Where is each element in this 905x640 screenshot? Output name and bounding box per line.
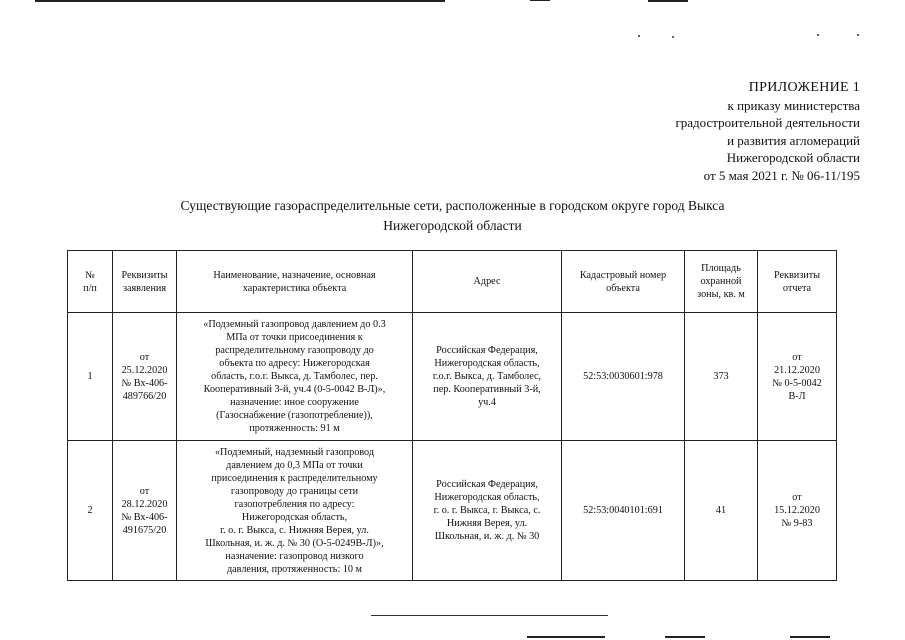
scan-line-bottom [790,636,830,638]
appendix-line: от 5 мая 2021 г. № 06-11/195 [703,167,860,183]
document-title-line: Нижегородской области [383,218,522,233]
header-report: Реквизиты отчета [758,251,837,313]
document-title [0,196,905,236]
cell-name: «Подземный газопровод давлением до 0.3 МПа от точки присоединения к распределительному газопроводу до объекта по адресу: Нижегородская область, г.о.г. Выкса, д. Тамболес, пер. Кооперативный 3-й, уч.4 (0-5-0042 В-Л)», назначение: иное сооружение (Газоснабжение (газопотребление)), протяженность: 91 м [177,313,413,441]
cell-address: Российская Федерация, Нижегородская область, г.о.г. Выкса, д. Тамболес, пер. Кооперативный 3-й, уч.4 [413,313,562,441]
cell-report: от 21.12.2020 № 0-5-0042 В-Л [758,313,837,441]
cell-area: 41 [685,441,758,581]
scan-dot [638,35,640,37]
appendix-title: ПРИЛОЖЕНИЕ 1 [748,80,860,95]
scan-line-bottom [665,636,705,638]
cell-num: 2 [68,441,113,581]
scan-line-top-right [648,0,688,2]
appendix-line: к приказу министерства [727,97,860,113]
header-area: Площадь охранной зоны, кв. м [685,251,758,313]
scan-dot [857,34,859,36]
cell-name: «Подземный, надземный газопровод давлением до 0,3 МПа от точки присоединения к распределительному газопроводу до границы сети газопотребления по адресу: Нижегородская область, г. о. г. Выкса, с. Нижняя Верея, ул. Школьная, и. ж. д. № 30 (О-5-0249В-Л)», назначение: газопровод низкого давления, протяженность: 10 м [177,441,413,581]
appendix-line: Нижегородской области [726,150,860,165]
gas-networks-table [67,250,837,581]
scan-line-top-right [530,0,550,1]
scan-line-bottom [527,636,605,638]
header-request: Реквизиты заявления [113,251,177,313]
scan-line-top [35,0,445,2]
table-row [68,441,837,581]
cell-address: Российская Федерация, Нижегородская область, г. о. г. Выкса, г. Выкса, с. Нижняя Верея, ул. Школьная, и. ж. д. № 30 [413,441,562,581]
cell-area: 373 [685,313,758,441]
header-cadastral: Кадастровый номер объекта [562,251,685,313]
scan-dot [672,36,674,38]
header-num: № п/п [68,251,113,313]
appendix-header [675,79,860,184]
scan-dot [817,34,819,36]
table-row [68,313,837,441]
appendix-line: градостроительной деятельности [675,115,860,130]
signature-separator-line [371,615,608,616]
cell-cadastral: 52:53:0030601:978 [562,313,685,441]
appendix-line: и развития агломераций [727,132,860,148]
cell-request: от 25.12.2020 № Вх-406- 489766/20 [113,313,177,441]
cell-num: 1 [68,313,113,441]
document-title-line: Существующие газораспределительные сети, расположенные в городском округе город Выкса [180,198,725,213]
header-name: Наименование, назначение, основная характеристика объекта [177,251,413,313]
table-header-row [68,251,837,313]
header-address: Адрес [413,251,562,313]
cell-report: от 15.12.2020 № 9-83 [758,441,837,581]
cell-request: от 28.12.2020 № Вх-406- 491675/20 [113,441,177,581]
cell-cadastral: 52:53:0040101:691 [562,441,685,581]
